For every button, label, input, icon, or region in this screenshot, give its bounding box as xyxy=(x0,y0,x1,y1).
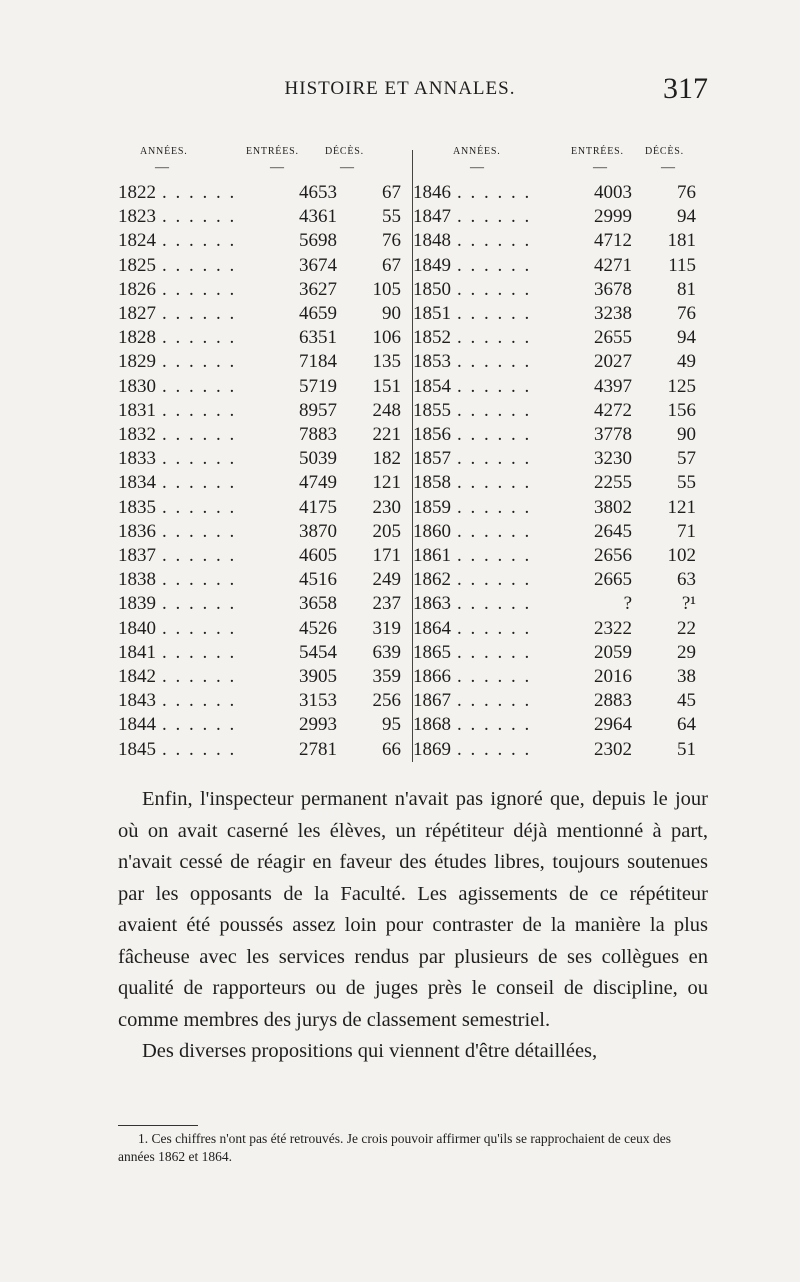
year-cell: 1857 xyxy=(413,448,451,470)
entries-cell: 5698 xyxy=(299,230,337,252)
leader-dots: . . . . . . xyxy=(457,448,532,470)
entries-cell: 2665 xyxy=(594,569,632,591)
deaths-cell: 95 xyxy=(382,714,401,736)
deaths-cell: 64 xyxy=(677,714,696,736)
statistics-table xyxy=(118,146,708,764)
deaths-cell: 67 xyxy=(382,182,401,203)
leader-dots: . . . . . . xyxy=(162,520,237,542)
deaths-cell: 90 xyxy=(677,424,696,445)
deaths-cell: 57 xyxy=(677,448,696,470)
entries-cell: 2027 xyxy=(594,351,632,373)
leader-dots: . . . . . . xyxy=(162,424,237,445)
entries-cell: 2322 xyxy=(594,617,632,639)
entries-cell: 3238 xyxy=(594,303,632,324)
leader-dots: . . . . . . xyxy=(162,472,237,494)
year-cell: 1845 xyxy=(118,738,156,760)
deaths-cell: 102 xyxy=(667,545,696,566)
table-row xyxy=(413,567,708,593)
deaths-cell: 249 xyxy=(372,569,401,591)
table-row xyxy=(413,616,708,642)
year-cell: 1860 xyxy=(413,520,451,542)
deaths-cell: 319 xyxy=(372,617,401,639)
year-cell: 1868 xyxy=(413,714,451,736)
table-header-right xyxy=(413,146,708,180)
deaths-cell: 230 xyxy=(372,496,401,518)
deaths-cell: 106 xyxy=(372,327,401,349)
col-header-years: ANNÉES. xyxy=(453,146,501,157)
deaths-cell: 121 xyxy=(372,472,401,494)
entries-cell: 4526 xyxy=(299,617,337,639)
leader-dots: . . . . . . xyxy=(162,617,237,639)
entries-cell: 4361 xyxy=(299,206,337,228)
deaths-cell: 115 xyxy=(668,254,696,276)
entries-cell: 2964 xyxy=(594,714,632,736)
table-row xyxy=(118,567,413,593)
leader-dots: . . . . . . xyxy=(457,278,532,300)
deaths-cell: 94 xyxy=(677,206,696,228)
table-row xyxy=(118,253,413,279)
year-cell: 1836 xyxy=(118,520,156,542)
year-cell: 1864 xyxy=(413,617,451,639)
footnote: 1. Ces chiffres n'ont pas été retrouvés. Je crois pouvoir affirmer qu'ils se rapprochaient de ceux des années 1862 et 1864. xyxy=(118,1131,671,1164)
deaths-cell: 45 xyxy=(677,690,696,712)
table-row xyxy=(118,325,413,351)
entries-cell: 3802 xyxy=(594,496,632,518)
table-row xyxy=(118,495,413,521)
deaths-cell: 181 xyxy=(667,230,696,252)
leader-dots: . . . . . . xyxy=(162,206,237,228)
entries-cell: 3230 xyxy=(594,448,632,470)
leader-dots: . . . . . . xyxy=(162,327,237,349)
deaths-cell: 76 xyxy=(677,182,696,203)
leader-dots: . . . . . . xyxy=(457,496,532,518)
leader-dots: . . . . . . xyxy=(457,569,532,591)
entries-cell: 3778 xyxy=(594,424,632,445)
year-cell: 1854 xyxy=(413,375,451,397)
deaths-cell: 29 xyxy=(677,641,696,663)
col-dash: — xyxy=(661,160,676,175)
deaths-cell: 63 xyxy=(677,569,696,591)
table-row xyxy=(413,204,708,230)
entries-cell: 2999 xyxy=(594,206,632,228)
deaths-cell: 105 xyxy=(372,278,401,300)
footnote-rule xyxy=(118,1125,198,1126)
entries-cell: 2993 xyxy=(299,714,337,736)
leader-dots: . . . . . . xyxy=(457,617,532,639)
table-row xyxy=(118,277,413,303)
year-cell: 1858 xyxy=(413,472,451,494)
entries-cell: 7883 xyxy=(299,424,337,445)
year-cell: 1837 xyxy=(118,545,156,566)
col-dash: — xyxy=(593,160,608,175)
entries-cell: 2781 xyxy=(299,738,337,760)
leader-dots: . . . . . . xyxy=(162,254,237,276)
running-title: HISTOIRE ET ANNALES. xyxy=(284,78,516,99)
table-row xyxy=(118,301,413,327)
entries-cell: 4516 xyxy=(299,569,337,591)
deaths-cell: 151 xyxy=(372,375,401,397)
col-dash: — xyxy=(340,160,355,175)
year-cell: 1855 xyxy=(413,399,451,421)
table-row xyxy=(118,543,413,569)
deaths-cell: 38 xyxy=(677,666,696,687)
table-row xyxy=(118,470,413,496)
leader-dots: . . . . . . xyxy=(457,254,532,276)
col-header-years: ANNÉES. xyxy=(140,146,188,157)
deaths-cell: 156 xyxy=(667,399,696,421)
col-dash: — xyxy=(470,160,485,175)
leader-dots: . . . . . . xyxy=(457,738,532,760)
entries-cell: 8957 xyxy=(299,399,337,421)
leader-dots: . . . . . . xyxy=(457,230,532,252)
col-dash: — xyxy=(155,160,170,175)
table-left-half xyxy=(118,146,413,764)
year-cell: 1825 xyxy=(118,254,156,276)
deaths-cell: 66 xyxy=(382,738,401,760)
table-row xyxy=(413,591,708,617)
entries-cell: 3658 xyxy=(299,593,337,615)
year-cell: 1830 xyxy=(118,375,156,397)
year-cell: 1842 xyxy=(118,666,156,687)
table-row xyxy=(413,228,708,254)
leader-dots: . . . . . . xyxy=(457,690,532,712)
table-row xyxy=(413,737,708,763)
deaths-cell: 359 xyxy=(372,666,401,687)
leader-dots: . . . . . . xyxy=(457,520,532,542)
table-row xyxy=(118,616,413,642)
year-cell: 1865 xyxy=(413,641,451,663)
year-cell: 1843 xyxy=(118,690,156,712)
deaths-cell: 90 xyxy=(382,303,401,324)
leader-dots: . . . . . . xyxy=(162,666,237,687)
body-text xyxy=(118,784,708,1068)
leader-dots: . . . . . . xyxy=(457,182,532,203)
deaths-cell: 205 xyxy=(372,520,401,542)
year-cell: 1826 xyxy=(118,278,156,300)
year-cell: 1850 xyxy=(413,278,451,300)
table-right-half xyxy=(413,146,708,764)
entries-cell: 3153 xyxy=(299,690,337,712)
deaths-cell: 121 xyxy=(667,496,696,518)
entries-cell: ? xyxy=(623,593,632,615)
entries-cell: 5039 xyxy=(299,448,337,470)
deaths-cell: 81 xyxy=(677,278,696,300)
year-cell: 1833 xyxy=(118,448,156,470)
table-row xyxy=(413,543,708,569)
col-header-entries: ENTRÉES. xyxy=(246,146,299,157)
leader-dots: . . . . . . xyxy=(162,690,237,712)
entries-cell: 3905 xyxy=(299,666,337,687)
entries-cell: 2302 xyxy=(594,738,632,760)
year-cell: 1856 xyxy=(413,424,451,445)
table-row xyxy=(413,349,708,375)
leader-dots: . . . . . . xyxy=(457,666,532,687)
entries-cell: 5719 xyxy=(299,375,337,397)
leader-dots: . . . . . . xyxy=(457,424,532,445)
year-cell: 1829 xyxy=(118,351,156,373)
table-row xyxy=(118,228,413,254)
year-cell: 1861 xyxy=(413,545,451,566)
entries-cell: 6351 xyxy=(299,327,337,349)
year-cell: 1835 xyxy=(118,496,156,518)
leader-dots: . . . . . . xyxy=(457,714,532,736)
year-cell: 1828 xyxy=(118,327,156,349)
table-row xyxy=(413,446,708,472)
entries-cell: 2655 xyxy=(594,327,632,349)
deaths-cell: 248 xyxy=(372,399,401,421)
paragraph: Enfin, l'inspecteur permanent n'avait pas ignoré que, depuis le jour où on avait caserné les élèves, un répétiteur déjà mentionné à part, n'avait cessé de réagir en faveur des études libres, toujours soutenues par les opposants de la Faculté. Les agissements de ce répétiteur avaient été poussés assez loin pour contraster de la manière la plus fâcheuse avec les services rendus par plusieurs de ses collègues en qualité de rapporteurs ou de juges près le conseil de discipline, ou comme membres des jurys de classement semestriel. xyxy=(118,788,708,1031)
table-row xyxy=(413,301,708,327)
deaths-cell: 55 xyxy=(677,472,696,494)
col-header-deaths: DÉCÈS. xyxy=(325,146,364,157)
entries-cell: 3674 xyxy=(299,254,337,276)
year-cell: 1851 xyxy=(413,303,451,324)
deaths-cell: 76 xyxy=(677,303,696,324)
entries-cell: 4605 xyxy=(299,545,337,566)
deaths-cell: 182 xyxy=(372,448,401,470)
entries-cell: 3627 xyxy=(299,278,337,300)
col-dash: — xyxy=(270,160,285,175)
year-cell: 1869 xyxy=(413,738,451,760)
leader-dots: . . . . . . xyxy=(457,375,532,397)
entries-cell: 2645 xyxy=(594,520,632,542)
table-row xyxy=(118,591,413,617)
leader-dots: . . . . . . xyxy=(457,351,532,373)
col-header-deaths: DÉCÈS. xyxy=(645,146,684,157)
leader-dots: . . . . . . xyxy=(162,569,237,591)
leader-dots: . . . . . . xyxy=(457,593,532,615)
year-cell: 1844 xyxy=(118,714,156,736)
table-header-left xyxy=(118,146,413,180)
table-row xyxy=(413,374,708,400)
leader-dots: . . . . . . xyxy=(162,593,237,615)
table-row xyxy=(413,398,708,424)
entries-cell: 3870 xyxy=(299,520,337,542)
leader-dots: . . . . . . xyxy=(162,448,237,470)
table-row xyxy=(413,325,708,351)
entries-cell: 4749 xyxy=(299,472,337,494)
year-cell: 1863 xyxy=(413,593,451,615)
entries-cell: 2016 xyxy=(594,666,632,687)
year-cell: 1852 xyxy=(413,327,451,349)
leader-dots: . . . . . . xyxy=(162,738,237,760)
entries-cell: 4653 xyxy=(299,182,337,203)
entries-cell: 5454 xyxy=(299,641,337,663)
year-cell: 1839 xyxy=(118,593,156,615)
table-row xyxy=(118,664,413,690)
table-row xyxy=(413,180,708,206)
deaths-cell: 171 xyxy=(372,545,401,566)
deaths-cell: 237 xyxy=(372,593,401,615)
year-cell: 1862 xyxy=(413,569,451,591)
table-row xyxy=(118,349,413,375)
table-row xyxy=(118,688,413,714)
deaths-cell: 71 xyxy=(677,520,696,542)
table-row xyxy=(118,640,413,666)
entries-cell: 3678 xyxy=(594,278,632,300)
entries-cell: 2059 xyxy=(594,641,632,663)
leader-dots: . . . . . . xyxy=(457,545,532,566)
table-row xyxy=(118,204,413,230)
page-number: 317 xyxy=(663,72,708,105)
deaths-cell: 221 xyxy=(372,424,401,445)
leader-dots: . . . . . . xyxy=(162,375,237,397)
year-cell: 1831 xyxy=(118,399,156,421)
leader-dots: . . . . . . xyxy=(162,714,237,736)
table-row xyxy=(413,640,708,666)
year-cell: 1838 xyxy=(118,569,156,591)
year-cell: 1849 xyxy=(413,254,451,276)
deaths-cell: 49 xyxy=(677,351,696,373)
deaths-cell: 55 xyxy=(382,206,401,228)
year-cell: 1832 xyxy=(118,424,156,445)
table-row xyxy=(413,422,708,448)
leader-dots: . . . . . . xyxy=(457,206,532,228)
year-cell: 1834 xyxy=(118,472,156,494)
table-row xyxy=(118,398,413,424)
deaths-cell: 125 xyxy=(667,375,696,397)
year-cell: 1840 xyxy=(118,617,156,639)
leader-dots: . . . . . . xyxy=(162,399,237,421)
year-cell: 1824 xyxy=(118,230,156,252)
table-row xyxy=(413,712,708,738)
table-row xyxy=(413,688,708,714)
table-row xyxy=(413,495,708,521)
table-row xyxy=(118,712,413,738)
table-row xyxy=(118,519,413,545)
leader-dots: . . . . . . xyxy=(457,399,532,421)
deaths-cell: 22 xyxy=(677,617,696,639)
leader-dots: . . . . . . xyxy=(162,303,237,324)
entries-cell: 2656 xyxy=(594,545,632,566)
leader-dots: . . . . . . xyxy=(457,327,532,349)
year-cell: 1846 xyxy=(413,182,451,203)
deaths-cell: 94 xyxy=(677,327,696,349)
leader-dots: . . . . . . xyxy=(162,641,237,663)
year-cell: 1848 xyxy=(413,230,451,252)
year-cell: 1823 xyxy=(118,206,156,228)
table-row xyxy=(118,180,413,206)
entries-cell: 4175 xyxy=(299,496,337,518)
entries-cell: 4003 xyxy=(594,182,632,203)
year-cell: 1867 xyxy=(413,690,451,712)
year-cell: 1841 xyxy=(118,641,156,663)
entries-cell: 4397 xyxy=(594,375,632,397)
deaths-cell: 256 xyxy=(372,690,401,712)
leader-dots: . . . . . . xyxy=(162,278,237,300)
table-row xyxy=(413,470,708,496)
year-cell: 1847 xyxy=(413,206,451,228)
leader-dots: . . . . . . xyxy=(162,182,237,203)
leader-dots: . . . . . . xyxy=(457,303,532,324)
col-header-entries: ENTRÉES. xyxy=(571,146,624,157)
table-row xyxy=(118,446,413,472)
year-cell: 1859 xyxy=(413,496,451,518)
entries-cell: 4271 xyxy=(594,254,632,276)
leader-dots: . . . . . . xyxy=(457,472,532,494)
deaths-cell: 67 xyxy=(382,254,401,276)
deaths-cell: ?¹ xyxy=(681,593,696,615)
table-row xyxy=(118,374,413,400)
entries-cell: 4272 xyxy=(594,399,632,421)
table-row xyxy=(413,253,708,279)
leader-dots: . . . . . . xyxy=(162,351,237,373)
deaths-cell: 639 xyxy=(372,641,401,663)
table-row xyxy=(413,519,708,545)
entries-cell: 7184 xyxy=(299,351,337,373)
table-row xyxy=(413,277,708,303)
year-cell: 1866 xyxy=(413,666,451,687)
entries-cell: 4659 xyxy=(299,303,337,324)
year-cell: 1827 xyxy=(118,303,156,324)
year-cell: 1822 xyxy=(118,182,156,203)
entries-cell: 2883 xyxy=(594,690,632,712)
paragraph: Des diverses propositions qui viennent d'être détaillées, xyxy=(142,1040,598,1062)
entries-cell: 2255 xyxy=(594,472,632,494)
deaths-cell: 135 xyxy=(372,351,401,373)
leader-dots: . . . . . . xyxy=(457,641,532,663)
deaths-cell: 76 xyxy=(382,230,401,252)
leader-dots: . . . . . . xyxy=(162,545,237,566)
deaths-cell: 51 xyxy=(677,738,696,760)
running-head xyxy=(0,72,800,112)
table-row xyxy=(118,422,413,448)
leader-dots: . . . . . . xyxy=(162,496,237,518)
entries-cell: 4712 xyxy=(594,230,632,252)
year-cell: 1853 xyxy=(413,351,451,373)
leader-dots: . . . . . . xyxy=(162,230,237,252)
table-row xyxy=(118,737,413,763)
table-row xyxy=(413,664,708,690)
